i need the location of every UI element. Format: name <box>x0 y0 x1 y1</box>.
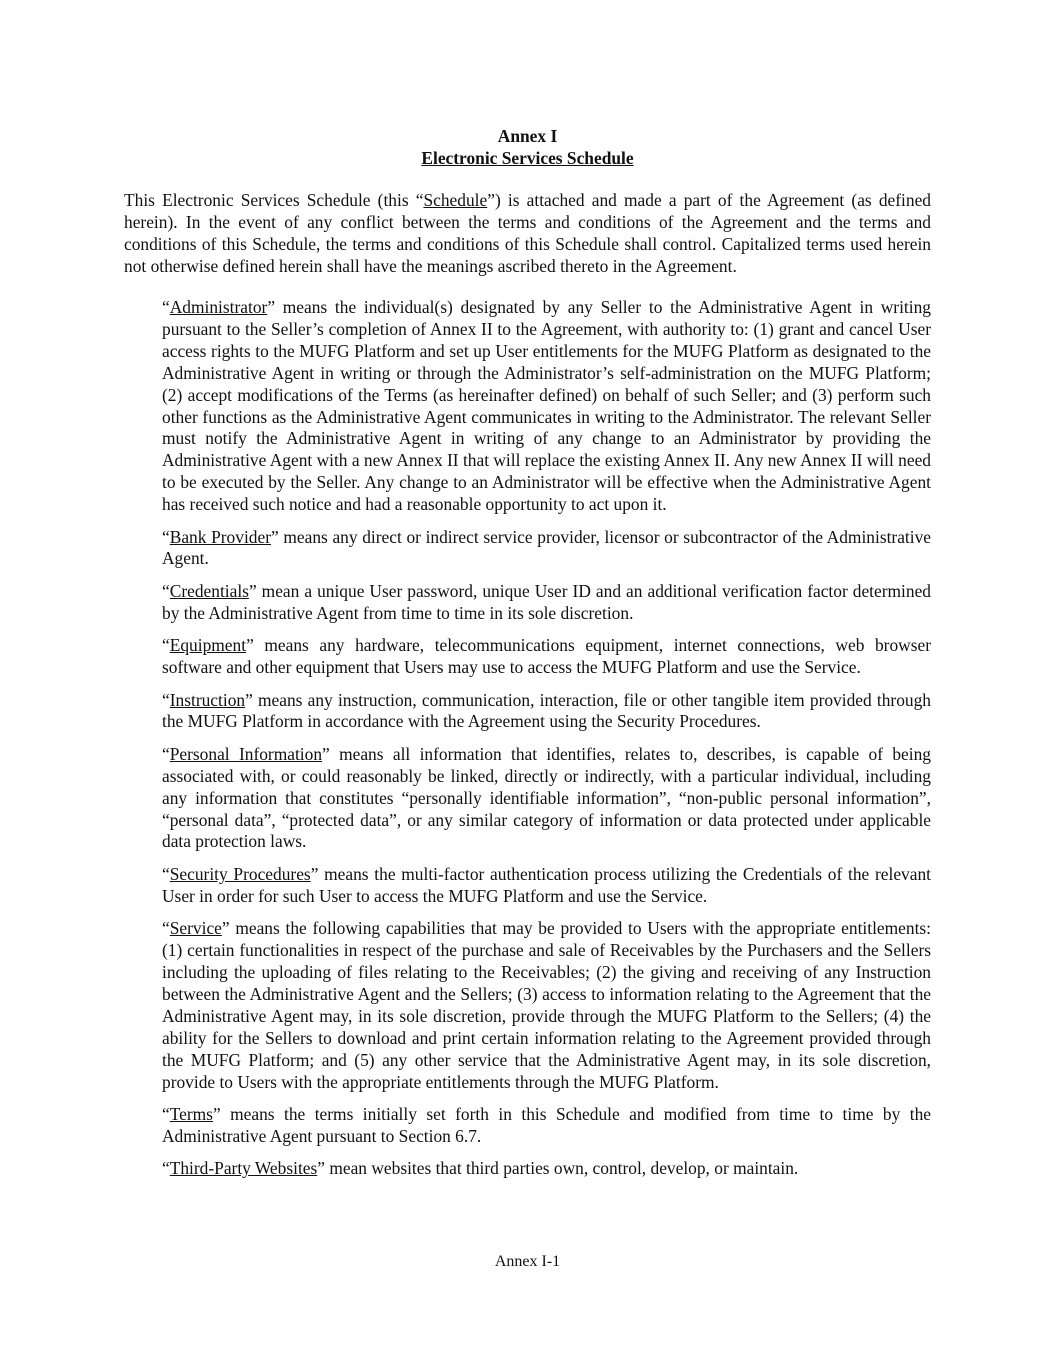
intro-paragraph <box>124 189 931 277</box>
definition-text: ” means the following capabilities that may be provided to Users with the appropriate entitlements: (1) certain functionalities in respect of the purchase and sale of Receivables by the Purchasers and the Sellers including the uploading of files relating to the Receivables; (2) the giving and receiving of any Instruction between the Administrative Agent and the Sellers; (3) access to information relating to the Agreement that the Administrative Agent may, in its sole discretion, provide through the MUFG Platform to the Sellers; (4) the ability for the Sellers to download and print certain information relating to the Agreement provided through the MUFG Platform; and (5) any other service that the Administrative Agent may, in its sole discretion, provide to Users with the appropriate entitlements through the MUFG Platform. <box>162 918 931 1092</box>
definitions-list <box>162 297 931 1191</box>
annex-subtitle: Electronic Services Schedule <box>421 148 634 168</box>
definition-text: ” means the terms initially set forth in this Schedule and modified from time to time by the Administrative Agent pursuant to Section 6.7. <box>162 1103 931 1146</box>
definition-item: “Security Procedures” means the multi-factor authentication process utilizing the Credentials of the relevant User in order for such User to access the MUFG Platform and use the Service. <box>162 863 931 906</box>
defined-term: Credentials <box>169 580 249 601</box>
defined-term: Administrator <box>169 297 268 317</box>
definition-text: ” means any hardware, telecommunications equipment, internet connections, web browser software and other equipment that Users may use to access the MUFG Platform and use the Service. <box>162 635 931 678</box>
definition-text: ” mean a unique User password, unique User ID and an additional verification factor determined by the Administrative Agent from time to time in its sole discretion. <box>162 580 931 623</box>
defined-term: Security Procedures <box>169 863 311 884</box>
definition-text: ” means all information that identifies, relates to, describes, is capable of being associated with, or could reasonably be linked, directly or indirectly, with a particular individual, including any information that constitutes “personally identifiable information”, “non-public personal information”, “personal data”, “protected data”, or any similar category of information or data protected under applicable data protection laws. <box>162 743 931 852</box>
defined-term: Equipment <box>169 635 247 656</box>
definition-text: ” mean websites that third parties own, control, develop, or maintain. <box>317 1158 799 1179</box>
definition-text: ” means the individual(s) designated by any Seller to the Administrative Agent in writing pursuant to the Seller’s completion of Annex II to the Agreement, with authority to: (1) grant and cancel User access rights to the MUFG Platform and set up User entitlements for the MUFG Platform as designated to the Administrative Agent in writing or through the Administrator’s self-administration on the MUFG Platform; (2) accept modifications of the Terms (as hereinafter defined) on behalf of such Seller; and (3) perform such other functions as the Administrative Agent communicates in writing to the Administrator. The relevant Seller must notify the Administrative Agent in writing of any change to an Administrator by providing the Administrative Agent with a new Annex II that will replace the existing Annex II. Any new Annex II will need to be executed by the Seller. Any change to an Administrator will be effective when the Administrative Agent has received such notice and had a reasonable opportunity to act upon it. <box>162 297 931 515</box>
definition-item: “Third-Party Websites” mean websites that third parties own, control, develop, or maintain. <box>162 1158 799 1179</box>
defined-term: Bank Provider <box>169 526 271 547</box>
definition-item: “Equipment” means any hardware, telecommunications equipment, internet connections, web browser software and other equipment that Users may use to access the MUFG Platform and use the Service. <box>162 635 931 678</box>
definition-item: “Terms” means the terms initially set forth in this Schedule and modified from time to time by the Administrative Agent pursuant to Section 6.7. <box>162 1103 931 1146</box>
intro-text-start: This Electronic Services Schedule (this “ <box>124 190 424 210</box>
definition-item: “Bank Provider” means any direct or indirect service provider, licensor or subcontractor of the Administrative Agent. <box>162 526 932 569</box>
definition-item: “Instruction” means any instruction, communication, interaction, file or other tangible item provided through the MUFG Platform in accordance with the Agreement using the Security Procedures. <box>162 689 931 732</box>
definition-text: ” means any direct or indirect service provider, licensor or subcontractor of the Administrative Agent. <box>162 526 932 569</box>
definition-item: “Administrator” means the individual(s) designated by any Seller to the Administrative Agent in writing pursuant to the Seller’s completion of Annex II to the Agreement, with authority to: (1) grant and cancel User access rights to the MUFG Platform and set up User entitlements for the MUFG Platform as designated to the Administrative Agent in writing or through the Administrator’s self-administration on the MUFG Platform; (2) accept modifications of the Terms (as hereinafter defined) on behalf of such Seller; and (3) perform such other functions as the Administrative Agent communicates in writing to the Administrator. The relevant Seller must notify the Administrative Agent in writing of any change to an Administrator by providing the Administrative Agent with a new Annex II that will replace the existing Annex II. Any new Annex II will need to be executed by the Seller. Any change to an Administrator will be effective when the Administrative Agent has received such notice and had a reasonable opportunity to act upon it. <box>162 297 931 515</box>
intro-text-end: ”) is attached and made a part of the Agreement (as defined herein). In the event of any conflict between the terms and conditions of the Agreement and the terms and conditions of this Schedule, the terms and conditions of this Schedule shall control. Capitalized terms used herein not otherwise defined herein shall have the meanings ascribed thereto in the Agreement. <box>124 190 931 276</box>
annex-title: Annex I <box>497 126 558 146</box>
definition-text: ” means any instruction, communication, interaction, file or other tangible item provided through the MUFG Platform in accordance with the Agreement using the Security Procedures. <box>162 689 931 732</box>
definition-text: ” means the multi-factor authentication process utilizing the Credentials of the relevant User in order for such User to access the MUFG Platform and use the Service. <box>162 863 931 906</box>
definition-item: “Credentials” mean a unique User password, unique User ID and an additional verification factor determined by the Administrative Agent from time to time in its sole discretion. <box>162 580 931 623</box>
defined-term: Instruction <box>169 689 246 710</box>
defined-term: Terms <box>169 1103 213 1124</box>
definition-item: “Service” means the following capabilities that may be provided to Users with the appropriate entitlements: (1) certain functionalities in respect of the purchase and sale of Receivables by the Purchasers and the Sellers including the uploading of files relating to the Receivables; (2) the giving and receiving of any Instruction between the Administrative Agent and the Sellers; (3) access to information relating to the Agreement that the Administrative Agent may, in its sole discretion, provide through the MUFG Platform to the Sellers; (4) the ability for the Sellers to download and print certain information relating to the Agreement provided through the MUFG Platform; and (5) any other service that the Administrative Agent may, in its sole discretion, provide to Users with the appropriate entitlements through the MUFG Platform. <box>162 918 931 1092</box>
defined-term: Third-Party Websites <box>169 1158 318 1179</box>
defined-term-schedule: Schedule <box>423 190 488 210</box>
page-number: Annex I-1 <box>494 1253 561 1270</box>
annex-header <box>0 125 1055 169</box>
defined-term: Service <box>169 918 222 939</box>
defined-term: Personal Information <box>169 743 323 764</box>
definition-item: “Personal Information” means all information that identifies, relates to, describes, is capable of being associated with, or could reasonably be linked, directly or indirectly, with a particular individual, including any information that constitutes “personally identifiable information”, “non-public personal information”, “personal data”, “protected data”, or any similar category of information or data protected under applicable data protection laws. <box>162 743 931 852</box>
